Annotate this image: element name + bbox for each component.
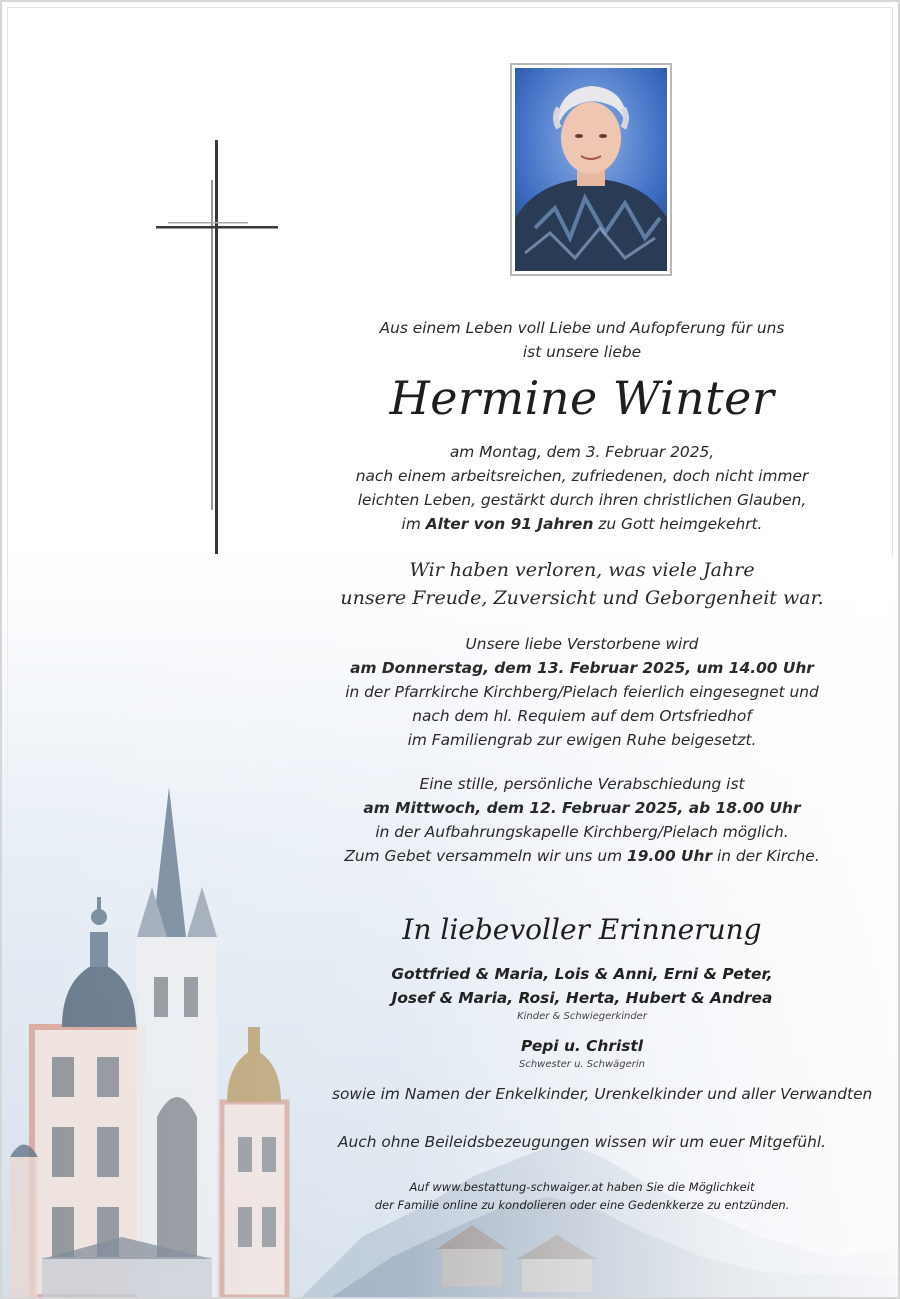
remembrance-heading: In liebevoller Erinnerung bbox=[402, 913, 762, 946]
mourners-group-2: Pepi u. Christl bbox=[520, 1037, 644, 1055]
mourners-group-1-relation: Kinder & Schwiegerkinder bbox=[517, 1011, 647, 1022]
funeral-line-4: nach dem hl. Requiem auf dem Ortsfriedhof bbox=[412, 707, 752, 725]
cross-icon bbox=[152, 140, 282, 554]
farewell-line-4-prefix: Zum Gebet versammeln wir uns um bbox=[344, 847, 627, 865]
death-line-1: am Montag, dem 3. Februar 2025, bbox=[449, 443, 715, 461]
footer-line-2: der Familie online zu kondolieren oder eine Gedenkkerze zu entzünden. bbox=[374, 1198, 790, 1212]
farewell-date: am Mittwoch, dem 12. Februar 2025, ab 18.00 Uhr bbox=[363, 799, 801, 817]
death-line-4 bbox=[332, 512, 832, 536]
portrait-illustration bbox=[515, 68, 667, 271]
funeral-line-3: in der Pfarrkirche Kirchberg/Pielach feierlich eingesegnet und bbox=[345, 683, 819, 701]
funeral-line-5: im Familiengrab zur ewigen Ruhe beigesetzt. bbox=[407, 731, 757, 749]
also-on-behalf: sowie im Namen der Enkelkinder, Urenkelkinder und aller Verwandten bbox=[332, 1085, 873, 1103]
funeral-date: am Donnerstag, dem 13. Februar 2025, um 14.00 Uhr bbox=[350, 659, 814, 677]
farewell-line-4-suffix: in der Kirche. bbox=[712, 847, 820, 865]
death-line-3: leichten Leben, gestärkt durch ihren christlichen Glauben, bbox=[357, 491, 807, 509]
deceased-name: Hermine Winter bbox=[389, 371, 775, 425]
prayer-time: 19.00 Uhr bbox=[626, 847, 713, 865]
quote-line-1: Wir haben verloren, was viele Jahre bbox=[409, 559, 755, 581]
mourners-group-2-relation: Schwester u. Schwägerin bbox=[518, 1059, 645, 1070]
mourners-group-1-line-1: Gottfried & Maria, Lois & Anni, Erni & Peter, bbox=[391, 965, 773, 983]
intro-line-1: Aus einem Leben voll Liebe und Aufopferung für uns bbox=[379, 319, 785, 337]
funeral-line-1: Unsere liebe Verstorbene wird bbox=[465, 635, 699, 653]
farewell-line-1: Eine stille, persönliche Verabschiedung ist bbox=[419, 775, 745, 793]
farewell-line-3: in der Aufbahrungskapelle Kirchberg/Pielach möglich. bbox=[375, 823, 789, 841]
death-line-4-prefix: im bbox=[401, 515, 426, 533]
intro-line-2: ist unsere liebe bbox=[522, 343, 642, 361]
age-text: Alter von 91 Jahren bbox=[425, 515, 594, 533]
mourners-group-1-line-2: Josef & Maria, Rosi, Herta, Hubert & Andrea bbox=[391, 989, 773, 1007]
farewell-line-4 bbox=[332, 844, 832, 868]
quote-line-2: unsere Freude, Zuversicht und Geborgenheit war. bbox=[340, 587, 824, 609]
death-line-4-suffix: zu Gott heimgekehrt. bbox=[593, 515, 763, 533]
footer-line-1: Auf www.bestattung-schwaiger.at haben Sie die Möglichkeit bbox=[409, 1180, 755, 1194]
portrait-photo bbox=[510, 63, 672, 276]
death-line-2: nach einem arbeitsreichen, zufriedenen, doch nicht immer bbox=[355, 467, 809, 485]
condolence-note: Auch ohne Beileidsbezeugungen wissen wir um euer Mitgefühl. bbox=[337, 1133, 827, 1151]
obituary-text bbox=[332, 316, 873, 1214]
